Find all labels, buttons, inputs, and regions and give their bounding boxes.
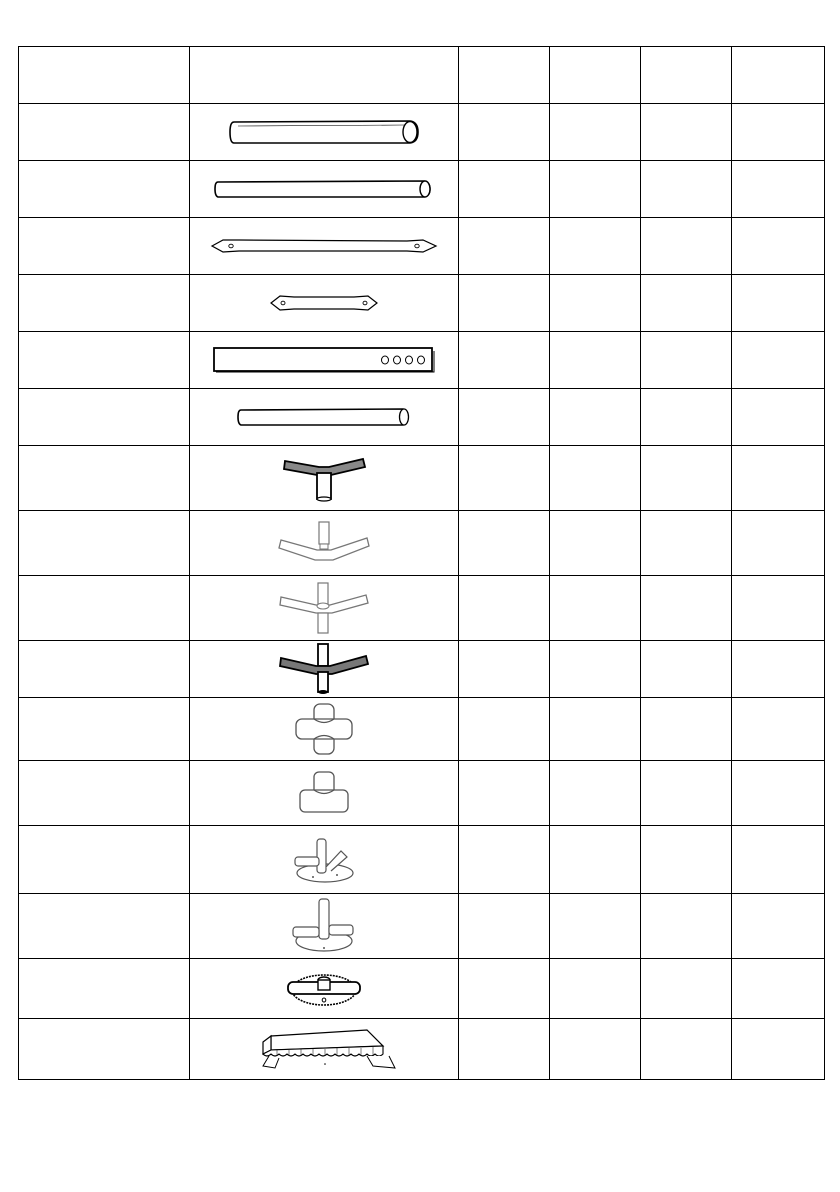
- value-cell: [641, 576, 732, 641]
- value-cell: [732, 275, 825, 332]
- value-cell: [732, 641, 825, 698]
- value-cell: [550, 1019, 641, 1080]
- table-row: [19, 511, 825, 576]
- table-row: [19, 1019, 825, 1080]
- flat-brace-long-icon: [209, 236, 439, 256]
- part-name-cell: [19, 275, 190, 332]
- value-cell: [550, 761, 641, 826]
- value-cell: [641, 389, 732, 446]
- canopy-cover-icon: [249, 1026, 399, 1072]
- table-row: [19, 389, 825, 446]
- part-name-cell: [19, 511, 190, 576]
- value-cell: [459, 104, 550, 161]
- value-cell: [641, 826, 732, 894]
- value-cell: [641, 446, 732, 511]
- y-connector-through-icon: [278, 581, 370, 635]
- part-picture-cell: [190, 959, 459, 1019]
- t-connector-icon: [296, 770, 352, 816]
- value-cell: [732, 761, 825, 826]
- value-cell: [550, 161, 641, 218]
- value-cell: [641, 894, 732, 959]
- part-picture-cell: [190, 894, 459, 959]
- straight-tube-large-icon: [224, 117, 424, 147]
- parts-table: [18, 46, 825, 1080]
- value-cell: [641, 761, 732, 826]
- table-row: [19, 218, 825, 275]
- value-cell: [459, 389, 550, 446]
- value-cell: [641, 641, 732, 698]
- header-cell-5: [641, 47, 732, 104]
- value-cell: [550, 959, 641, 1019]
- flat-brace-short-icon: [268, 292, 380, 314]
- value-cell: [732, 389, 825, 446]
- table-row: [19, 698, 825, 761]
- value-cell: [641, 275, 732, 332]
- part-name-cell: [19, 641, 190, 698]
- part-picture-cell: [190, 218, 459, 275]
- part-picture-cell: [190, 761, 459, 826]
- value-cell: [459, 894, 550, 959]
- table-row: [19, 959, 825, 1019]
- table-row: [19, 576, 825, 641]
- value-cell: [550, 332, 641, 389]
- part-name-cell: [19, 332, 190, 389]
- value-cell: [641, 698, 732, 761]
- value-cell: [550, 576, 641, 641]
- center-foot-plate-icon: [284, 968, 364, 1010]
- value-cell: [459, 641, 550, 698]
- table-row: [19, 894, 825, 959]
- value-cell: [550, 446, 641, 511]
- table-row: [19, 641, 825, 698]
- value-cell: [459, 218, 550, 275]
- header-cell-6: [732, 47, 825, 104]
- part-name-cell: [19, 826, 190, 894]
- value-cell: [732, 698, 825, 761]
- y-connector-up-icon: [277, 520, 371, 566]
- part-name-cell: [19, 389, 190, 446]
- header-cell-4: [550, 47, 641, 104]
- value-cell: [550, 389, 641, 446]
- value-cell: [641, 104, 732, 161]
- value-cell: [550, 275, 641, 332]
- part-picture-cell: [190, 161, 459, 218]
- value-cell: [732, 1019, 825, 1080]
- value-cell: [641, 511, 732, 576]
- value-cell: [550, 641, 641, 698]
- y-connector-through-dark-icon: [278, 642, 370, 696]
- part-name-cell: [19, 959, 190, 1019]
- value-cell: [459, 161, 550, 218]
- value-cell: [732, 218, 825, 275]
- value-cell: [459, 332, 550, 389]
- value-cell: [459, 446, 550, 511]
- value-cell: [732, 161, 825, 218]
- value-cell: [459, 511, 550, 576]
- straight-tube-long-icon: [212, 178, 436, 200]
- value-cell: [550, 218, 641, 275]
- table-header-row: [19, 47, 825, 104]
- part-picture-cell: [190, 641, 459, 698]
- table-row: [19, 104, 825, 161]
- part-name-cell: [19, 104, 190, 161]
- value-cell: [732, 894, 825, 959]
- value-cell: [459, 698, 550, 761]
- table-row: [19, 161, 825, 218]
- value-cell: [550, 511, 641, 576]
- value-cell: [550, 826, 641, 894]
- value-cell: [459, 1019, 550, 1080]
- header-cell-3: [459, 47, 550, 104]
- header-cell-name: [19, 47, 190, 104]
- value-cell: [459, 826, 550, 894]
- table-row: [19, 275, 825, 332]
- part-picture-cell: [190, 576, 459, 641]
- value-cell: [550, 894, 641, 959]
- part-name-cell: [19, 894, 190, 959]
- table-row: [19, 826, 825, 894]
- straight-tube-thin-icon: [235, 406, 413, 428]
- part-picture-cell: [190, 332, 459, 389]
- part-name-cell: [19, 761, 190, 826]
- corner-foot-plate-icon: [291, 835, 357, 885]
- y-connector-down-icon: [281, 453, 367, 503]
- part-picture-cell: [190, 826, 459, 894]
- header-cell-picture: [190, 47, 459, 104]
- value-cell: [459, 761, 550, 826]
- value-cell: [732, 511, 825, 576]
- cross-connector-icon: [292, 702, 356, 756]
- part-name-cell: [19, 161, 190, 218]
- part-picture-cell: [190, 389, 459, 446]
- value-cell: [732, 104, 825, 161]
- value-cell: [732, 446, 825, 511]
- value-cell: [550, 698, 641, 761]
- part-name-cell: [19, 1019, 190, 1080]
- part-picture-cell: [190, 698, 459, 761]
- part-picture-cell: [190, 104, 459, 161]
- table-row: [19, 761, 825, 826]
- table-row: [19, 446, 825, 511]
- value-cell: [459, 275, 550, 332]
- value-cell: [459, 959, 550, 1019]
- value-cell: [732, 826, 825, 894]
- part-picture-cell: [190, 1019, 459, 1080]
- part-name-cell: [19, 698, 190, 761]
- value-cell: [550, 104, 641, 161]
- part-picture-cell: [190, 275, 459, 332]
- table-row: [19, 332, 825, 389]
- part-picture-cell: [190, 511, 459, 576]
- value-cell: [732, 576, 825, 641]
- value-cell: [459, 576, 550, 641]
- part-name-cell: [19, 218, 190, 275]
- part-name-cell: [19, 446, 190, 511]
- part-name-cell: [19, 576, 190, 641]
- value-cell: [732, 332, 825, 389]
- rectangular-bar-with-holes-icon: [211, 345, 437, 375]
- value-cell: [732, 959, 825, 1019]
- value-cell: [641, 959, 732, 1019]
- part-picture-cell: [190, 446, 459, 511]
- value-cell: [641, 161, 732, 218]
- side-foot-plate-icon: [289, 897, 359, 955]
- value-cell: [641, 218, 732, 275]
- value-cell: [641, 332, 732, 389]
- value-cell: [641, 1019, 732, 1080]
